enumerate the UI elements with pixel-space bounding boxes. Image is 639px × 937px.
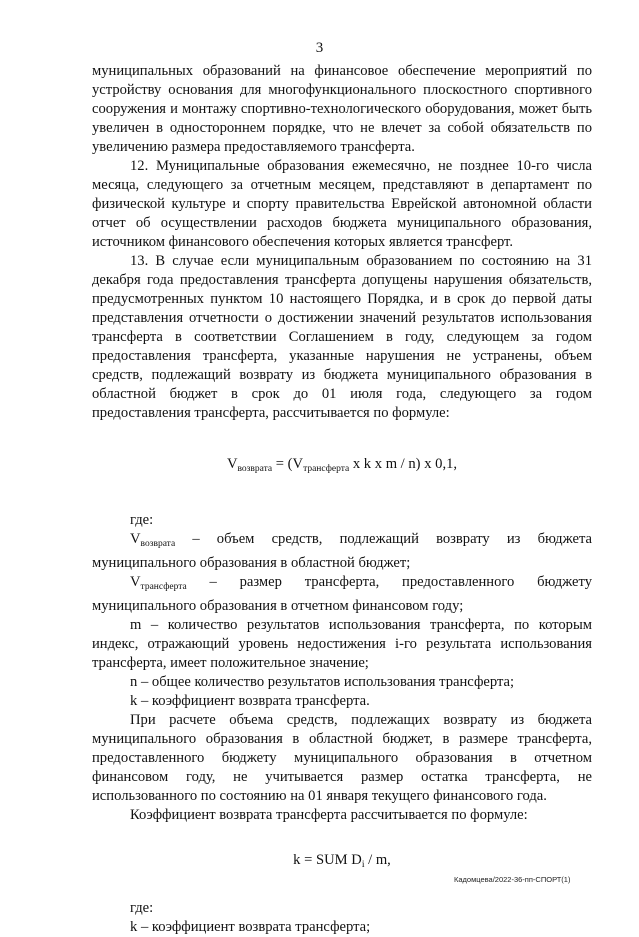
definition-k-last: k – коэффициент возврата трансферта; [130, 919, 371, 935]
where-label-2: где: [130, 900, 154, 916]
paragraph-continuation: муниципальных образований на финансовое обеспечение мероприятий по устройству основания для многофункционального плоскостного спортивного сооружения и монтажу спортивно-технологического оборудования, может быть увеличен в одностороннем порядке, что не влечет за собой обязательств по увеличению размера предоставляемого трансферта. [92, 63, 592, 155]
definition-v-return: $V_{возврата}$ – объем средств, подлежащий возврату из бюджета муниципального образования в областной бюджет; [92, 531, 592, 571]
definition-n: n – общее количество результатов использования трансферта; [130, 674, 515, 690]
paragraph-12: 12. Муниципальные образования ежемесячно, не позднее 10-го числа месяца, следующего за отчетным месяцем, представляют в департамент по физической культуре и спорту правительства Еврейской автономной области отчет об осуществлении расходов бюджета муниципального образования, источником финансового обеспечения которых является трансферт. [92, 158, 592, 250]
footer-reference: Кадомцева/2022-36-пп-СПОРТ(1) [454, 875, 571, 884]
paragraph-coefficient: Коэффициент возврата трансферта рассчитывается по формуле: [130, 807, 528, 823]
formula-coefficient: k = SUM $D_i$ / m, [293, 852, 391, 870]
paragraph-13: 13. В случае если муниципальным образованием по состоянию на 31 декабря года предоставления трансферта допущены нарушения обязательств, предусмотренных пунктом 10 настоящего Порядка, и в срок до первой даты представления отчетности о достижении значений результатов использования трансферта в соответствии Соглашением в году, следующем за годом предоставления трансферта, указанные нарушения не устранены, объем средств, подлежащий возврату из бюджета муниципального образования в областной бюджет в срок до 01 июля года, следующего за годом предоставления трансферта, рассчитывается по формуле: [92, 253, 592, 421]
paragraph-calculation: При расчете объема средств, подлежащих возврату из бюджета муниципального образования в областной бюджет, в размере трансферта, предоставленного бюджету муниципального образования в отчетном финансовом году, не учитывается размер остатка трансферта, не использованного по состоянию на 01 января текущего финансового года. [92, 712, 592, 804]
page-number: 3 [315, 40, 324, 56]
definition-v-transfer: $V_{трансферта}$ – размер трансферта, предоставленного бюджету муниципального образования в отчетном финансовом году; [92, 574, 592, 614]
where-label-1: где: [130, 512, 154, 528]
definition-k: k – коэффициент возврата трансферта. [130, 693, 370, 709]
definition-m: m – количество результатов использования трансферта, по которым индекс, отражающий уровень недостижения i-го результата использования трансферта, имеет положительное значение; [92, 617, 592, 671]
document-body [92, 62, 592, 937]
formula-return-volume: $V_{возврата} = (V_{трансферта}$ x k x m / n) x 0,1, [226, 456, 458, 474]
